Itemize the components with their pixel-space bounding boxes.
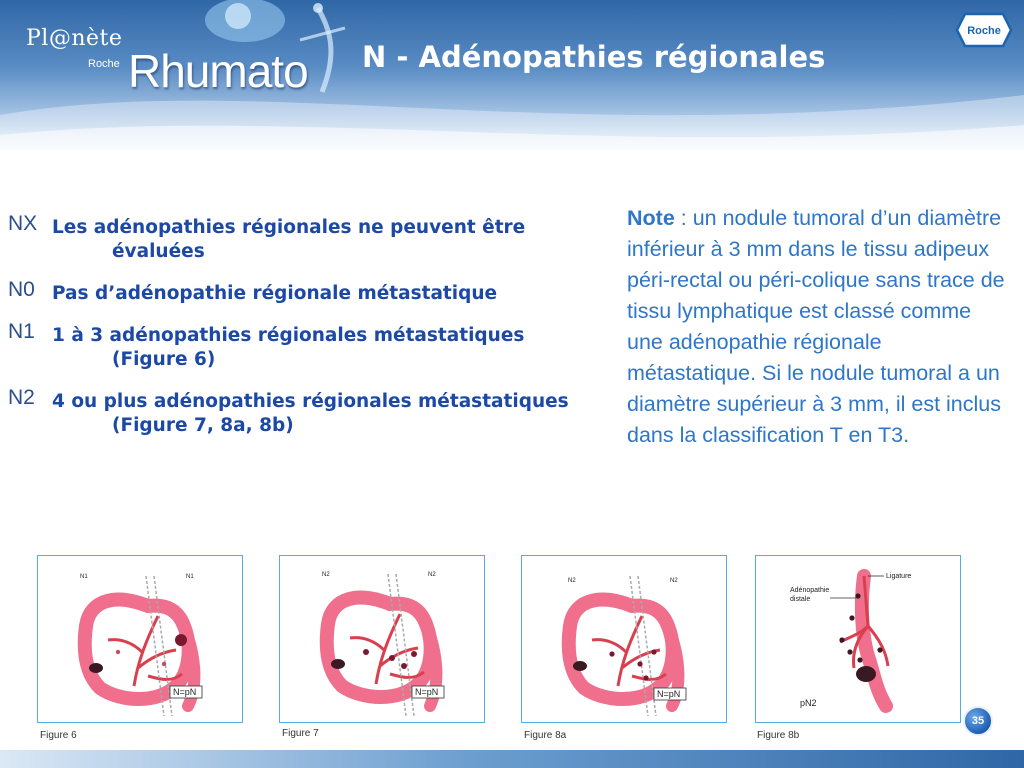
pn-box-label: N=pN <box>173 687 197 697</box>
figure-8a-caption: Figure 8a <box>524 730 567 741</box>
n-code: N1 <box>8 320 35 343</box>
note-text: : un nodule tumoral d’un diamètre inférieur à 3 mm dans le tissu adipeux péri-rectal ou péri-colique sans trace de tissu lymphatique est classé comme une adénopathie régionale métastatique. Si le nodule tumoral a un diamètre supérieur à 3 mm, il est inclus dans la classification T en T3. <box>627 206 1005 447</box>
n-item-n2 <box>8 386 588 438</box>
pn-box-label: N=pN <box>657 689 681 699</box>
note-label: Note <box>627 206 675 230</box>
colon-diagram-figure-8a <box>522 556 728 724</box>
colon-diagram-figure-8b <box>756 556 962 724</box>
figure-tag-right: N2 <box>428 572 436 578</box>
page-number-badge: 35 <box>963 706 993 736</box>
figure-6-caption: Figure 6 <box>40 730 77 741</box>
figure-6-panel <box>37 555 243 723</box>
figure-tag-left: N1 <box>80 574 88 580</box>
n-description: 4 ou plus adénopathies régionales métastatiques (Figure 7, 8a, 8b) <box>52 391 569 436</box>
figure-7-panel <box>279 555 485 723</box>
note-paragraph <box>627 203 1009 451</box>
n-description: Les adénopathies régionales ne peuvent être évaluées <box>52 217 526 262</box>
figure-tag-right: N1 <box>186 574 194 580</box>
colon-diagram-figure-6 <box>38 556 244 724</box>
figure-8a-panel <box>521 555 727 723</box>
n-code: NX <box>8 212 38 235</box>
adenopathie-label-line2: distale <box>790 596 811 603</box>
figure-tag-right: N2 <box>670 578 678 584</box>
colon-diagram-figure-7 <box>280 556 486 724</box>
slide-title: N - Adénopathies régionales <box>362 40 826 74</box>
brand-rhumato: Rhumato <box>128 45 308 97</box>
n-description: 1 à 3 adénopathies régionales métastatiques (Figure 6) <box>52 325 525 370</box>
n-description: Pas d’adénopathie régionale métastatique <box>52 283 498 304</box>
brand-planete: Pl@nète <box>26 26 123 51</box>
n-item-n0 <box>8 278 588 306</box>
n-item-nx <box>8 212 588 264</box>
figure-7-caption: Figure 7 <box>282 728 319 739</box>
figure-tag-left: N2 <box>568 578 576 584</box>
figure-8b-panel <box>755 555 961 723</box>
n-item-n1 <box>8 320 588 372</box>
figure-tag-left: N2 <box>322 572 330 578</box>
pn2-label: pN2 <box>800 698 817 708</box>
adenopathie-label-line1: Adénopathie <box>790 587 830 594</box>
n-code: N0 <box>8 278 35 301</box>
roche-logo <box>955 12 1013 48</box>
footer-bar <box>0 750 1024 768</box>
figure-8b-caption: Figure 8b <box>757 730 800 741</box>
roche-logo-text: Roche <box>967 25 1001 37</box>
brand-roche-small: Roche <box>88 58 120 70</box>
n-code: N2 <box>8 386 35 409</box>
pn-box-label: N=pN <box>415 687 439 697</box>
n-classification-list <box>8 212 588 452</box>
ligature-label: Ligature <box>886 573 912 580</box>
header-banner <box>0 0 1024 150</box>
